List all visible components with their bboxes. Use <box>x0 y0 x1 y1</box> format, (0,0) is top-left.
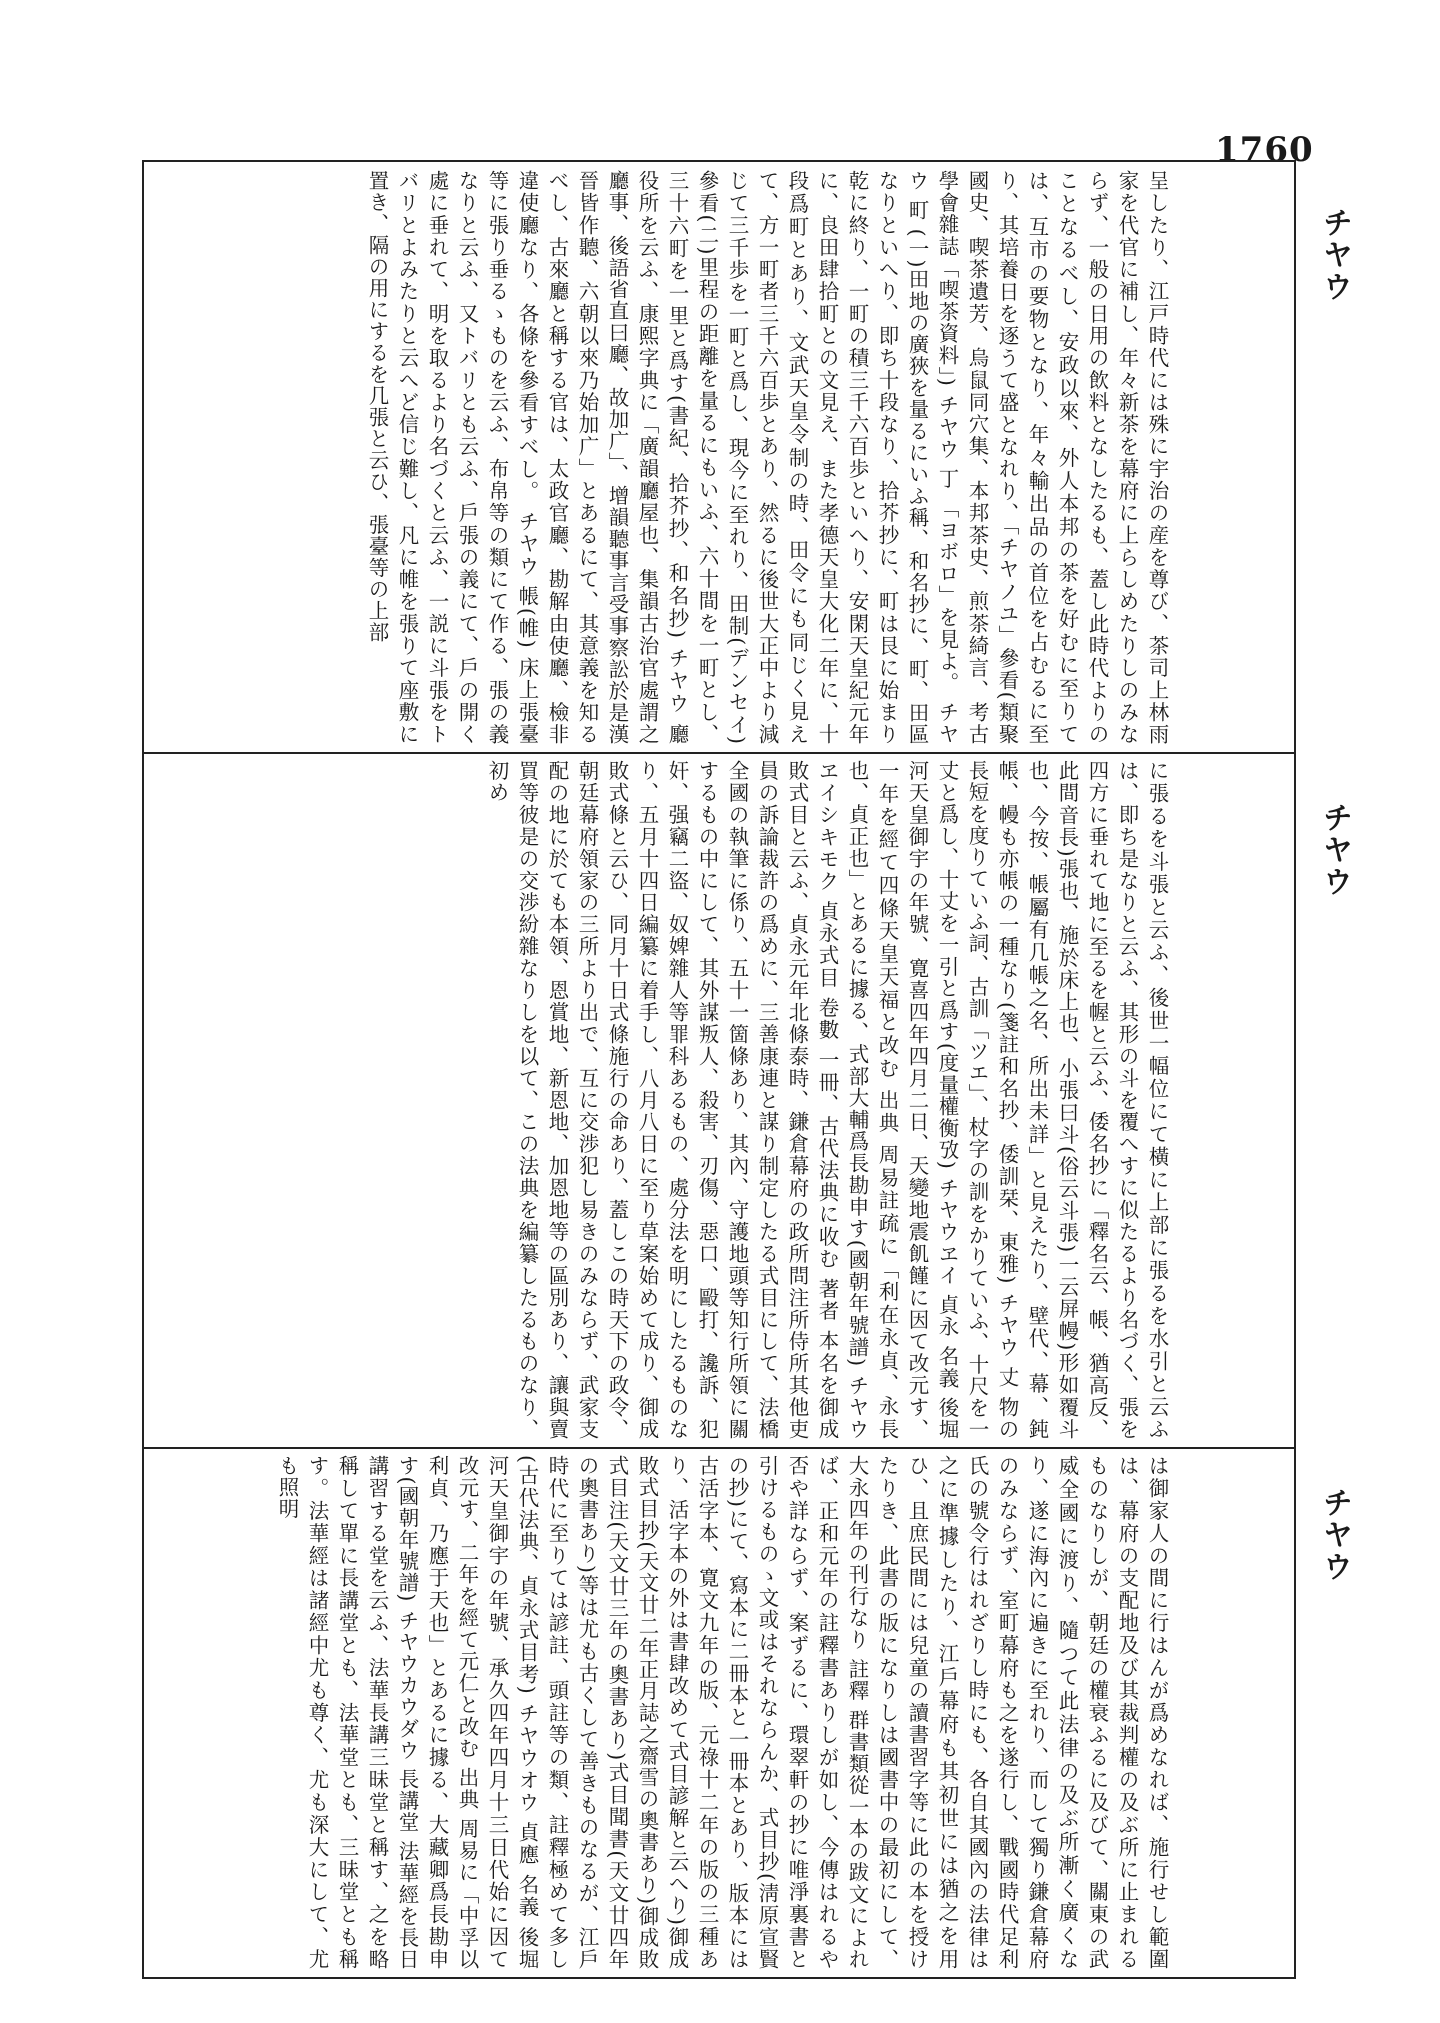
band-divider-2 <box>144 1447 1294 1449</box>
band-2-text: に張るを斗張と云ふ、後世一幅位にて橫に上部に張るを水引と云ふは、即ち是なりと云ふ、其形の斗を覆へすに似たるより名づく、張を四方に垂れて地に至るを幄と云ふ、倭名抄に「釋名云、帳、猶高反、此間音長)張也、施於床上也、小張曰斗(俗云斗張)一云屏幔)形如覆斗也、今按、帳屬有几帳之名、所出未詳」と見えたり、壁代、幕、鈍帳、幔も亦帳の一種なり(箋註和名抄、倭訓栞、東雅) チヤウ 丈 物の長短を度りていふ詞、古訓「ツエ」、杖字の訓をかりていふ、十尺を一丈と爲し、十丈を一引と爲す(度量權衡攷) チヤウヱイ 貞永 名義 後堀河天皇御宇の年號、寛喜四年四月二日、天變地震飢饉に因て改元す、一年を經て四條天皇天福と改む 出典 周易註疏に「利在永貞、永長也、貞正也」とあるに據る、式部大輔爲長勘申す(國朝年號譜) チヤウヱイシキモク 貞永式目 卷數 一冊、古代法典に收む 著者 本名を御成敗式目と云ふ、貞永元年北條泰時、鎌倉幕府の政所問注所侍所其他吏員の訴論裁許の爲めに、三善康連と謀り制定したる式目にして、法橋全國の執筆に係り、五十一箇條あり、其內、守護地頭等知行所領に關するもの中にして、其外謀叛人、殺害、刃傷、惡口、毆打、讒訴、犯奸、强竊二盜、奴婢雜人等罪科あるもの、處分法を明にしたるものなり、五月十四日編纂に着手し、八月八日に至り草案始めて成り、御成敗式條と云ひ、同月十日式條施行の命あり、蓋しこの時天下の政令、朝廷幕府領家の三所より出で、互に交渉犯し易きのみならず、武家支配の地に於ても本領、恩賞地、新恩地、加恩地等の區別あり、讓與賣買等彼是の交渉紛雜なりしを以て、この法典を編纂したるものなり、初め <box>485 760 1169 1440</box>
running-head-2: チヤウ <box>1317 802 1352 898</box>
text-band-2 <box>152 760 1172 1440</box>
page-number: 1760 <box>1215 130 1314 170</box>
running-head-3: チヤウ <box>1317 1487 1352 1583</box>
band-3-text: は御家人の間に行はんが爲めなれば、施行せし範圍は、幕府の支配地及び其裁判權の及ぶ所に止まれるものなりしが、朝廷の權衰ふるに及びて、關東の武威全國に渡り、隨つて此法律の及ぶ所漸く廣くなり、遂に海內に遍きに至れり、而して獨り鎌倉幕府のみならず、室町幕府も之を遂行し、戰國時代足利氏の號令行はれざりし時にも、各自其國內の法律は之に準據したり、江戶幕府も其初世には猶之を用ひ、且庶民間には兒童の讀書習字等に此の本を授けたりき、此書の版になりしは國書中の最初にして、大永四年の刊行なり 註釋 群書類從一本の跋文によれば、正和元年の註釋書ありしが如し、今傳はれるや否や詳ならず、案ずるに、環翠軒の抄に唯淨裏書と引けるものゝ文或はそれならんか、式目抄(淸原宣賢の抄)にて、寫本に二冊本と一冊本とあり、版本には古活字本、寛文九年の版、元祿十二年の版の三種あり、活字本の外は書肆改めて式目諺解と云へり)御成敗式目抄(天文廿二年正月誌之齋雪の奧書あり)御成敗式目注(天文廿三年の奧書あり)式目聞書(天文廿四年の奧書あり)等は尤も古くして善きものなるが、江戶時代に至りては諺註、頭註等の類、註釋極めて多し(古代法典、貞永式目考) チヤウオウ 貞應 名義 後堀河天皇御宇の年號、承久四年四月十三日代始に因て改元す、二年を經て元仁と改む 出典 周易に「中孚以利貞、乃應于天也」とあるに據る、大藏卿爲長勘申す(國朝年號譜) チヤウカウダウ 長講堂 法華經を長日講習する堂を云ふ、法華長講三昧堂と稱す、之を略稱して單に長講堂とも、法華堂とも、三昧堂とも稱す。法華經は諸經中尤も尊く、尤も深大にして、尤も照明 <box>275 1455 1169 1970</box>
page-frame <box>142 160 1352 1979</box>
band-1-text: 呈したり、江戸時代には殊に宇治の産を尊び、茶司上林雨家を代官に補し、年々新茶を幕府に上らしめたりしのみならず、一般の日用の飲料となしたるも、蓋し此時代よりのことなるべし、安政以來、外人本邦の茶を好むに至りては、互市の要物となり、年々輸出品の首位を占むるに至り、其培養日を逐うて盛となれり、「チヤノユ」參看(類聚國史、喫茶遺芳、烏鼠同穴集、本邦茶史、煎茶綺言、考古學會雜誌「喫茶資料」) チヤウ 丁 「ヨボロ」を見よ。 チヤウ 町 (一)田地の廣狹を量るにいふ稱、和名抄に、町、田區なりといへり、即ち十段なり、拾芥抄に、町は艮に始まり乾に終り、一町の積三千六百歩といへり、安閑天皇紀元年に、良田肆拾町との文見え、また孝德天皇大化二年に、十段爲町とあり、文武天皇令制の時、田令にも同じく見えて、方一町者三千六百歩とあり、然るに後世大正中より減じて三千歩を一町と爲し、現今に至れり、田制(デンセイ)參看(二)里程の距離を量るにもいふ、六十間を一町とし、三十六町を一里と爲す(書紀、拾芥抄、和名抄) チヤウ 廳 役所を云ふ、康熙字典に「廣韻廳屋也、集韻古治官處謂之廳事、後語省直曰廳、故加广」、增韻聽事言受事察訟於是漢晉皆作聽、六朝以來乃始加广」とあるにて、其意義を知るべし、古來廳と稱する官は、太政官廳、勘解由使廳、檢非違使廳なり、各條を參看すべし。 チヤウ 帳(帷) 床上張臺等に張り垂るゝものを云ふ、布帛等の類にて作る、張の義なりと云ふ、又トバリとも云ふ、戶張の義にて、戶の開く處に垂れて、明を取るより名づくと云ふ、一説に斗張をトバリとよみたりと云へど信じ難し、凡に帷を張りて座敷に置き、隔の用にするを几張と云ひ、張臺等の上部 <box>365 170 1169 745</box>
band-divider-1 <box>144 752 1294 754</box>
text-band-1 <box>152 170 1172 745</box>
running-head-1: チヤウ <box>1317 207 1352 303</box>
text-band-3 <box>152 1455 1172 1970</box>
